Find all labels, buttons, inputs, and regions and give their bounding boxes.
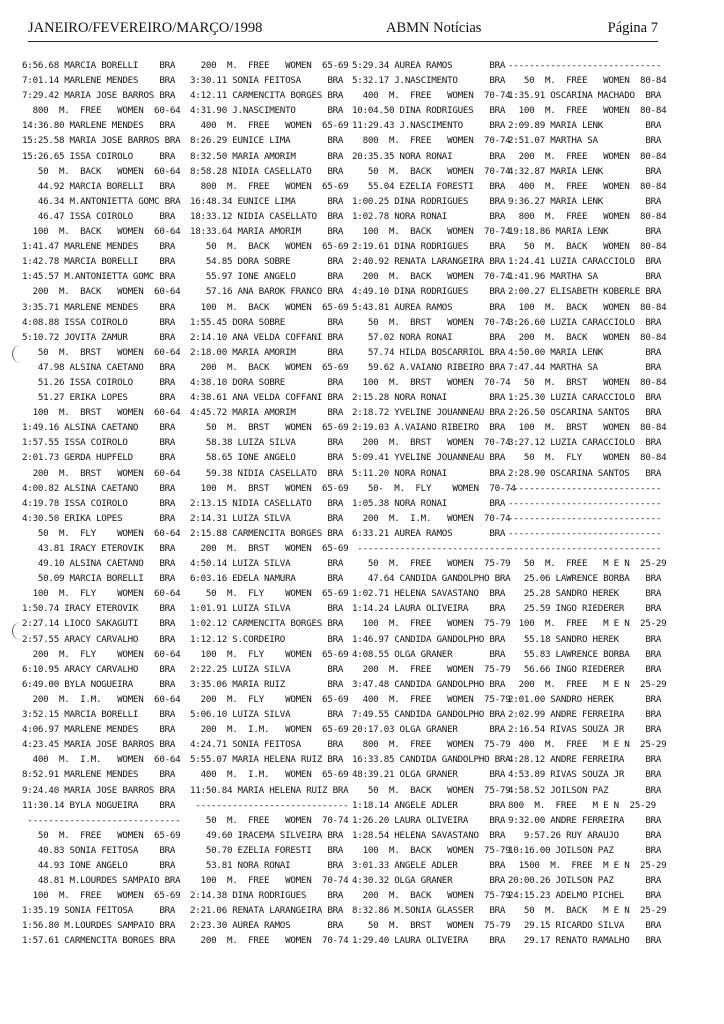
event-heading: 800 M. FREE M E N 25-29 xyxy=(508,799,656,811)
result-line: 4:12.11 CARMENCITA BORGES BRA xyxy=(190,90,344,102)
event-heading: 50 M. FREE WOMEN 65-69 xyxy=(22,829,181,841)
results-column-1 xyxy=(22,58,180,949)
event-heading: 50 M. FREE WOMEN 75-79 xyxy=(352,558,511,570)
result-line: 20:35.35 NORA RONAI BRA xyxy=(352,150,506,162)
event-heading: 200 M. FREE WOMEN 70-74 xyxy=(190,935,349,947)
result-line: 9:32.00 ANDRE FERREIRA BRA xyxy=(508,814,662,826)
event-heading: 200 M. FREE WOMEN 65-69 xyxy=(190,60,349,71)
result-line: 1:35.19 SONIA FEITOSA BRA xyxy=(22,905,176,917)
result-line: 1:41.96 MARTHA SA BRA xyxy=(508,271,662,283)
event-heading: 200 M. BACK WOMEN 80-84 xyxy=(508,331,667,343)
event-heading: 100 M. BACK WOMEN 80-84 xyxy=(508,301,667,313)
result-line: 10:04.50 DINA RODRIGUES BRA xyxy=(352,105,506,117)
event-heading: 50 M. FLY WOMEN 65-69 xyxy=(190,588,349,600)
result-line: 40.83 SONIA FEITOSA BRA xyxy=(22,844,176,856)
event-heading: 50 M. BACK WOMEN 80-84 xyxy=(508,241,667,253)
event-heading: 400 M. FREE WOMEN 70-74 xyxy=(352,90,511,102)
result-line: 4:08.88 ISSA COIROLO BRA xyxy=(22,316,176,328)
event-heading: 200 M. BRST WOMEN 60-64 xyxy=(22,467,181,479)
event-heading: 100 M. BRST WOMEN 60-64 xyxy=(22,407,181,419)
event-heading: 50 M. FREE M E N 25-29 xyxy=(508,558,667,570)
result-line: 44.93 IONE ANGELO BRA xyxy=(22,859,176,871)
event-heading: 100 M. FREE M E N 25-29 xyxy=(508,618,667,630)
result-line: 46.47 ISSA COIROLO BRA xyxy=(22,210,176,222)
result-line: 1:56.80 M.LOURDES SAMPAIO BRA xyxy=(22,920,176,932)
result-line: 47.98 ALSINA CAETANO BRA xyxy=(22,361,176,373)
result-line: 6:49.00 BYLA NOGUEIRA BRA xyxy=(22,678,176,690)
result-line: 1:45.57 M.ANTONIETTA GOMC BRA xyxy=(22,271,176,283)
result-line: 2:15.28 NORA RONAI BRA xyxy=(352,392,506,404)
result-line: 1:02.78 NORA RONAI BRA xyxy=(352,210,506,222)
section-divider: ----------------------------- xyxy=(508,497,662,509)
result-line: 3:35.71 MARLENE MENDES BRA xyxy=(22,301,176,313)
result-line: 2:02.99 ANDRE FERREIRA BRA xyxy=(508,709,662,721)
result-line: 56.66 INGO RIEDERER BRA xyxy=(508,663,662,675)
event-heading: 100 M. BRST WOMEN 65-69 xyxy=(190,482,349,494)
event-heading: 100 M. BACK WOMEN 75-79 xyxy=(352,844,511,856)
result-line: 1:50.74 IRACY ETEROVIK BRA xyxy=(22,603,176,615)
result-line: 4:08.55 OLGA GRANER BRA xyxy=(352,648,506,660)
result-line: 25.28 SANDRO HEREK BRA xyxy=(508,588,662,600)
event-heading: 200 M. BRST WOMEN 65-69 xyxy=(190,543,349,554)
header-page-number: Página 7 xyxy=(607,20,658,36)
event-heading: 200 M. FREE WOMEN 80-84 xyxy=(508,150,667,162)
result-line: 7:49.55 CANDIDA GANDOLPHO BRA xyxy=(352,709,506,721)
result-line: 2:26.50 OSCARINA SANTOS BRA xyxy=(508,407,662,419)
result-line: 4:28.12 ANDRE FERREIRA BRA xyxy=(508,754,662,766)
event-heading: 100 M. FLY WOMEN 65-69 xyxy=(190,648,349,660)
result-line: 58.65 IONE ANGELO BRA xyxy=(190,452,344,464)
result-line: 47.64 CANDIDA GANDOLPHO BRA xyxy=(352,573,511,585)
result-line: 2:16.54 RIVAS SOUZA JR BRA xyxy=(508,724,662,736)
result-line: 2:14.31 LUIZA SILVA BRA xyxy=(190,512,344,524)
event-heading: 100 M. BACK WOMEN 70-74 xyxy=(352,226,511,238)
section-divider: ----------------------------- xyxy=(508,60,662,71)
result-line: 1:00.25 DINA RODRIGUES BRA xyxy=(352,195,506,207)
result-line: 4:19.78 ISSA COIROLO BRA xyxy=(22,497,176,509)
result-line: 4:32.87 MARIA LENK BRA xyxy=(508,165,662,177)
event-heading: 100 M. BRST WOMEN 80-84 xyxy=(508,422,667,434)
event-heading: 50 M. BACK M E N 25-29 xyxy=(508,905,667,917)
result-line: 5:55.07 MARIA HELENA RUIZ BRA xyxy=(190,754,344,766)
result-line: 20:17.03 OLGA GRANER BRA xyxy=(352,724,506,736)
event-heading: 200 M. FLY WOMEN 65-69 xyxy=(190,693,349,705)
event-heading: 200 M. BACK WOMEN 75-79 xyxy=(352,890,511,902)
result-line: 1:14.24 LAURA OLIVEIRA BRA xyxy=(352,603,506,615)
result-line: 5:10.72 JOVITA ZAMUR BRA xyxy=(22,331,176,343)
result-line: 24:15.23 ADELMO PICHEL BRA xyxy=(508,890,662,902)
result-line: 58.38 LUIZA SILVA BRA xyxy=(190,437,344,449)
result-line: 48.81 M.LOURDES SAMPAIO BRA xyxy=(22,875,181,887)
result-line: 2:00.27 ELISABETH KOBERLE BRA xyxy=(508,286,662,298)
event-heading: 200 M. I.M. WOMEN 65-69 xyxy=(190,724,349,736)
result-line: 59.38 NIDIA CASELLATO BRA xyxy=(190,467,344,479)
result-line: 1:26.20 LAURA OLIVEIRA BRA xyxy=(352,814,506,826)
result-line: 10:16.00 JOILSON PAZ BRA xyxy=(508,844,662,856)
result-line: 3:01.33 ANGELE ADLER BRA xyxy=(352,859,506,871)
section-divider: ----------------------------- xyxy=(508,543,662,554)
event-heading: 800 M. FREE WOMEN 75-79 xyxy=(352,739,511,751)
result-line: 15:25.58 MARIA JOSE BARROS BRA xyxy=(22,135,181,147)
event-heading: 200 M. BRST WOMEN 70-74 xyxy=(352,437,511,449)
result-line: 16:48.34 EUNICE LIMA BRA xyxy=(190,195,344,207)
result-line: 4:38.10 DORA SOBRE BRA xyxy=(190,376,344,388)
result-line: 1:02.71 HELENA SAVASTANO BRA xyxy=(352,588,506,600)
event-heading: 400 M. FREE WOMEN 80-84 xyxy=(508,180,667,192)
result-line: 15:26.65 ISSA COIROLO BRA xyxy=(22,150,176,162)
result-line: 2:28.90 OSCARINA SANTOS BRA xyxy=(508,467,662,479)
result-line: 49.60 IRACEMA SILVEIRA BRA xyxy=(190,829,344,841)
event-heading: 200 M. BACK WOMEN 70-74 xyxy=(352,271,511,283)
result-line: 11:30.14 BYLA NOGUEIRA BRA xyxy=(22,799,176,811)
result-line: 5:32.17 J.NASCIMENTO BRA xyxy=(352,75,506,87)
result-line: 25.06 LAWRENCE BORBA BRA xyxy=(508,573,662,585)
event-heading: 400 M. I.M. WOMEN 65-69 xyxy=(190,769,349,781)
event-heading: 400 M. I.M. WOMEN 60-64 xyxy=(22,754,181,766)
result-line: 2:51.07 MARTHA SA BRA xyxy=(508,135,662,147)
result-line: 1:01.91 LUIZA SILVA BRA xyxy=(190,603,344,615)
result-line: 9:57.26 RUY ARAUJO BRA xyxy=(508,829,662,841)
event-heading: 200 M. FLY WOMEN 60-64 xyxy=(22,648,181,660)
result-line: 4:23.45 MARIA JOSE BARROS BRA xyxy=(22,739,176,751)
result-line: 1:29.40 LAURA OLIVEIRA BRA xyxy=(352,935,506,947)
event-heading: 800 M. FREE WOMEN 70-74 xyxy=(352,135,511,147)
result-line: 16:33.85 CANDIDA GANDOLPHO BRA xyxy=(352,754,511,766)
result-line: 2:40.92 RENATA LARANGEIRA BRA xyxy=(352,256,506,268)
result-line: 53.81 NORA RONAI BRA xyxy=(190,859,344,871)
result-line: 7:29.42 MARIA JOSE BARROS BRA xyxy=(22,90,176,102)
event-heading: 50 M. BACK WOMEN 70-74 xyxy=(352,165,511,177)
result-line: 25.59 INGO RIEDERER BRA xyxy=(508,603,662,615)
event-heading: 50 M. FREE WOMEN 70-74 xyxy=(190,814,349,826)
result-line: 1:57.61 CARMENCITA BORGES BRA xyxy=(22,935,176,947)
result-line: 6:33.21 AUREA RAMOS BRA xyxy=(352,527,506,539)
result-line: 9:24.40 MARIA JOSE BARROS BRA xyxy=(22,784,176,796)
result-line: 4:45.72 MARIA AMORIM BRA xyxy=(190,407,344,419)
result-line: 1:55.45 DORA SOBRE BRA xyxy=(190,316,344,328)
result-line: 48:39.21 OLGA GRANER BRA xyxy=(352,769,506,781)
result-line: 6:03.16 EDELA NAMURA BRA xyxy=(190,573,344,585)
event-heading: 800 M. FREE WOMEN 80-84 xyxy=(508,210,667,222)
event-heading: 800 M. FREE WOMEN 60-64 xyxy=(22,105,181,117)
result-line: 1:18.14 ANGELE ADLER BRA xyxy=(352,799,506,811)
result-line: 4:38.61 ANA VELDA COFFANI BRA xyxy=(190,392,344,404)
result-line: 8:58.28 NIDIA CASELLATO BRA xyxy=(190,165,344,177)
event-heading: 1500 M. FREE M E N 25-29 xyxy=(508,859,667,871)
event-heading: 200 M. BACK WOMEN 60-64 xyxy=(22,286,181,298)
event-heading: 100 M. FREE WOMEN 70-74 xyxy=(190,875,349,887)
event-heading: 200 M. I.M. WOMEN 60-64 xyxy=(22,693,181,705)
result-line: 55.97 IONE ANGELO BRA xyxy=(190,271,344,283)
event-heading: 400 M. FREE WOMEN 75-79 xyxy=(352,693,511,705)
result-line: 55.04 EZELIA FORESTI BRA xyxy=(352,180,506,192)
result-line: 1:41.47 MARLENE MENDES BRA xyxy=(22,241,176,253)
event-heading: 50 M. BRST WOMEN 65-69 xyxy=(190,422,349,434)
result-line: 7:47.44 MARTHA SA BRA xyxy=(508,361,662,373)
result-line: 19:18.86 MARIA LENK BRA xyxy=(508,226,662,238)
event-heading: 100 M. FREE WOMEN 65-69 xyxy=(22,890,181,902)
result-line: 8:32.86 M.SONIA GLASSER BRA xyxy=(352,905,506,917)
event-heading: 50 M. FREE WOMEN 80-84 xyxy=(508,75,667,87)
result-line: 7:01.14 MARLENE MENDES BRA xyxy=(22,75,176,87)
event-heading: 800 M. FREE WOMEN 65-69 xyxy=(190,180,349,192)
result-line: 20:00.26 JOILSON PAZ BRA xyxy=(508,875,662,887)
section-divider: ----------------------------- xyxy=(508,527,662,539)
result-line: 1:35.91 OSCARINA MACHADO BRA xyxy=(508,90,662,102)
result-line: 5:09.41 YVELINE JOUANNEAU BRA xyxy=(352,452,506,464)
result-line: 5:29.34 AUREA RAMOS BRA xyxy=(352,60,506,71)
result-line: 55.18 SANDRO HEREK BRA xyxy=(508,633,662,645)
event-heading: 200 M. FREE WOMEN 75-79 xyxy=(352,663,511,675)
result-line: 18:33.12 NIDIA CASELLATO BRA xyxy=(190,210,344,222)
event-heading: 50 M. BRST WOMEN 60-64 xyxy=(22,346,181,358)
event-heading: 100 M. BACK WOMEN 60-64 xyxy=(22,226,181,238)
result-line: 2:14.10 ANA VELDA COFFANI BRA xyxy=(190,331,344,343)
event-heading: 200 M. BACK WOMEN 65-69 xyxy=(190,361,349,373)
result-line: 6:10.95 ARACY CARVALHO BRA xyxy=(22,663,176,675)
header-date: JANEIRO/FEVEREIRO/MARÇO/1998 xyxy=(28,20,263,36)
result-line: 2:23.30 AUREA RAMOS BRA xyxy=(190,920,344,932)
result-line: 1:49.16 ALSINA CAETANO BRA xyxy=(22,422,176,434)
result-line: 4:50.00 MARIA LENK BRA xyxy=(508,346,662,358)
result-line: 29.15 RICARDO SILVA BRA xyxy=(508,920,662,932)
event-heading: 50 M. BRST WOMEN 75-79 xyxy=(352,920,511,932)
result-line: 50.09 MARCIA BORELLI BRA xyxy=(22,573,176,585)
result-line: 3:27.12 LUZIA CARACCIOLO BRA xyxy=(508,437,662,449)
result-line: 5:11.20 NORA RONAI BRA xyxy=(352,467,506,479)
result-line: 4:30.50 ERIKA LOPES BRA xyxy=(22,512,176,524)
event-heading: 100 M. FLY WOMEN 60-64 xyxy=(22,588,181,600)
result-line: 6:56.68 MARCIA BORELLI BRA xyxy=(22,60,176,71)
result-line: 51.26 ISSA COIROLO BRA xyxy=(22,376,176,388)
result-line: 4:50.14 LUIZA SILVA BRA xyxy=(190,558,344,570)
result-line: 2:14.38 DINA RODRIGUES BRA xyxy=(190,890,344,902)
result-line: 1:28.54 HELENA SAVASTANO BRA xyxy=(352,829,506,841)
result-line: 1:05.38 NORA RONAI BRA xyxy=(352,497,506,509)
binder-hole-mark xyxy=(12,345,27,363)
result-line: 5:06.10 LUIZA SILVA BRA xyxy=(190,709,344,721)
event-heading: 100 M. FREE WOMEN 80-84 xyxy=(508,105,667,117)
event-heading: 50 M. BACK WOMEN 65-69 xyxy=(190,241,349,253)
result-line: 57.16 ANA BAROK FRANCO BRA xyxy=(190,286,344,298)
result-line: 50.70 EZELIA FORESTI BRA xyxy=(190,844,344,856)
result-line: 46.34 M.ANTONIETTA GOMC BRA xyxy=(22,195,181,207)
header-publication: ABMN Notícias xyxy=(386,20,482,36)
result-line: 4:58.52 JOILSON PAZ BRA xyxy=(508,784,662,796)
result-line: 14:36.80 MARLENE MENDES BRA xyxy=(22,120,176,132)
result-line: 1:46.97 CANDIDA GANDOLPHO BRA xyxy=(352,633,506,645)
event-heading: 50 M. BACK WOMEN 75-79 xyxy=(352,784,511,796)
event-heading: 400 M. FREE M E N 25-29 xyxy=(508,739,667,751)
result-line: 2:13.15 NIDIA CASELLATO BRA xyxy=(190,497,344,509)
result-line: 8:32.50 MARIA AMORIM BRA xyxy=(190,150,344,162)
result-line: 4:31.90 J.NASCIMENTO BRA xyxy=(190,105,344,117)
result-line: 4:53.89 RIVAS SOUZA JR BRA xyxy=(508,769,662,781)
event-heading: 100 M. BACK WOMEN 65-69 xyxy=(190,301,349,313)
binder-hole-mark xyxy=(12,622,27,640)
section-divider: ----------------------------- xyxy=(508,482,662,494)
header-rule xyxy=(28,41,658,42)
result-line: 55.83 LAWRENCE BORBA BRA xyxy=(508,648,662,660)
event-heading: 100 M. FREE WOMEN 75-79 xyxy=(352,618,511,630)
event-heading: 50 M. FLY WOMEN 60-64 xyxy=(22,527,181,539)
result-line: 3:52.15 MARCIA BORELLI BRA xyxy=(22,709,176,721)
result-line: 49.10 ALSINA CAETANO BRA xyxy=(22,558,176,570)
event-heading: 50 M. BACK WOMEN 60-64 xyxy=(22,165,181,177)
event-heading: 200 M. FREE M E N 25-29 xyxy=(508,678,667,690)
result-line: 2:18.72 YVELINE JOUANNEAU BRA xyxy=(352,407,506,419)
result-line: 11:50.84 MARIA HELENA RUIZ BRA xyxy=(190,784,349,796)
result-line: 1:42.78 MARCIA BORELLI BRA xyxy=(22,256,176,268)
page-header xyxy=(28,20,658,38)
result-line: 1:57.55 ISSA COIROLO BRA xyxy=(22,437,176,449)
result-line: 2:27.14 LIOCO SAKAGUTI BRA xyxy=(22,618,176,630)
result-line: 2:19.03 A.VAIANO RIBEIRO BRA xyxy=(352,422,506,434)
result-line: 3:47.48 CANDIDA GANDOLPHO BRA xyxy=(352,678,506,690)
section-divider: ----------------------------- xyxy=(508,512,662,524)
result-line: 2:09.89 MARIA LENK BRA xyxy=(508,120,662,132)
section-divider: ----------------------------- xyxy=(22,814,181,826)
result-line: 9:36.27 MARIA LENK BRA xyxy=(508,195,662,207)
result-line: 4:24.71 SONIA FEITOSA BRA xyxy=(190,739,344,751)
result-line: 54.85 DORA SOBRE BRA xyxy=(190,256,344,268)
result-line: 4:06.97 MARLENE MENDES BRA xyxy=(22,724,176,736)
event-heading: 50 M. FLY WOMEN 80-84 xyxy=(508,452,667,464)
result-line: 43.81 IRACY ETEROVIK BRA xyxy=(22,543,176,554)
result-line: 2:19.61 DINA RODRIGUES BRA xyxy=(352,241,506,253)
result-line: 4:49.10 DINA RODRIGUES BRA xyxy=(352,286,506,298)
result-line: 59.62 A.VAIANO RIBEIRO BRA xyxy=(352,361,506,373)
event-heading: 50 M. BRST WOMEN 80-84 xyxy=(508,376,667,388)
result-line: 8:26.29 EUNICE LIMA BRA xyxy=(190,135,344,147)
results-column-3 xyxy=(352,58,516,949)
event-heading: 100 M. BRST WOMEN 70-74 xyxy=(352,376,511,388)
result-line: 51.27 ERIKA LOPES BRA xyxy=(22,392,176,404)
event-heading: 50- M. FLY WOMEN 70-74 xyxy=(352,482,516,494)
result-line: 4:00.82 ALSINA CAETANO BRA xyxy=(22,482,176,494)
result-line: 44.92 MARCIA BORELLI BRA xyxy=(22,180,176,192)
event-heading: 50 M. BRST WOMEN 70-74 xyxy=(352,316,511,328)
result-line: 1:24.41 LUZIA CARACCIOLO BRA xyxy=(508,256,662,268)
section-divider: ----------------------------- xyxy=(352,543,511,554)
result-line: 2:01.73 GERDA HUPFELD BRA xyxy=(22,452,176,464)
result-line: 57.02 NORA RONAI BRA xyxy=(352,331,506,343)
result-line: 1:02.12 CARMENCITA BORGES BRA xyxy=(190,618,344,630)
section-divider: ----------------------------- xyxy=(190,799,349,811)
result-line: 3:26.60 LUZIA CARACCIOLO BRA xyxy=(508,316,662,328)
result-line: 3:30.11 SONIA FEITOSA BRA xyxy=(190,75,344,87)
result-line: 2:18.00 MARIA AMORIM BRA xyxy=(190,346,344,358)
event-heading: 200 M. I.M. WOMEN 70-74 xyxy=(352,512,511,524)
result-line: 29.17 RENATO RAMALHO BRA xyxy=(508,935,662,947)
results-column-2 xyxy=(190,58,348,949)
result-line: 2:15.88 CARMENCITA BORGES BRA xyxy=(190,527,344,539)
result-line: 1:25.30 LUZIA CARACCIOLO BRA xyxy=(508,392,662,404)
result-line: 3:35.06 MARIA RUIZ BRA xyxy=(190,678,344,690)
result-line: 1:12.12 S.CORDEIRO BRA xyxy=(190,633,344,645)
result-line: 2:01.00 SANDRO HEREK BRA xyxy=(508,693,662,705)
result-line: 18:33.64 MARIA AMORIM BRA xyxy=(190,226,344,238)
result-line: 2:22.25 LUIZA SILVA BRA xyxy=(190,663,344,675)
results-column-4 xyxy=(508,58,666,949)
result-line: 2:21.06 RENATA LARANGEIRA BRA xyxy=(190,905,344,917)
result-line: 2:57.55 ARACY CARVALHO BRA xyxy=(22,633,176,645)
result-line: 8:52.91 MARLENE MENDES BRA xyxy=(22,769,176,781)
result-line: 5:43.81 AUREA RAMOS BRA xyxy=(352,301,506,313)
result-line: 11:29.43 J.NASCIMENTO BRA xyxy=(352,120,506,132)
result-line: 4:30.32 OLGA GRANER BRA xyxy=(352,875,506,887)
result-line: 57.74 HILDA BOSCARRIOL BRA xyxy=(352,346,506,358)
event-heading: 400 M. FREE WOMEN 65-69 xyxy=(190,120,349,132)
